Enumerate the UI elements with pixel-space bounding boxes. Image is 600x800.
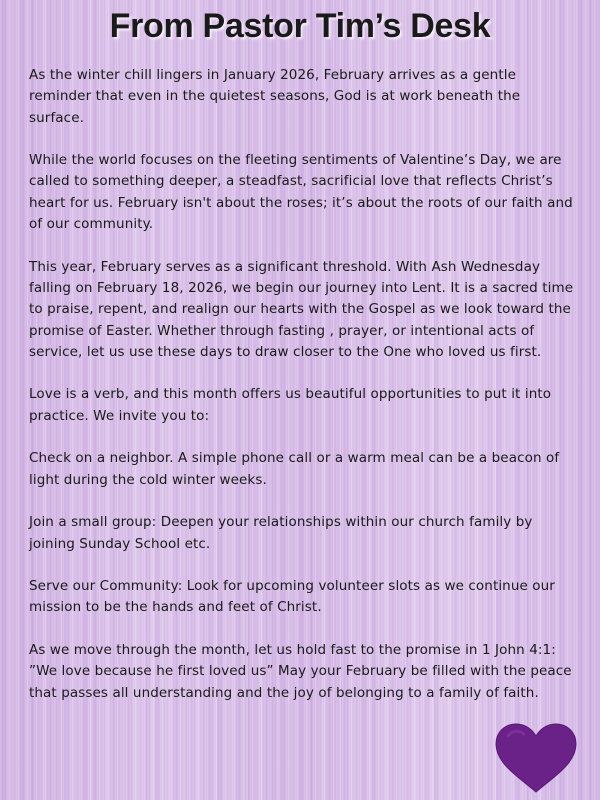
paragraph-small-group: Join a small group: Deepen your relationships within our church family by joining Sunday School etc. [29,514,533,552]
paragraph-neighbor: Check on a neighbor. A simple phone call or a warm meal can be a beacon of light during the cold winter weeks. [29,450,560,488]
paragraph-serve: Serve our Community: Look for upcoming volunteer slots as we continue our mission to be the hands and feet of Christ. [29,578,555,616]
paragraph-valentines: While the world focuses on the fleeting sentiments of Valentine’s Day, we are called to something deeper, a steadfast, sacrificial love that reflects Christ’s heart for us. February isn't about the roses; it’s about the roots of our faith and of our community. [29,152,573,233]
paragraph-invitation: Love is a verb, and this month offers us beautiful opportunities to put it into practice. We invite you to: [29,386,552,424]
letter-body [29,65,579,725]
paragraph-lent: This year, February serves as a significant threshold. With Ash Wednesday falling on February 18, 2026, we begin our journey into Lent. It is a sacred time to praise, repent, and realign our hearts with the Gospel as we look toward the promise of Easter. Whether through fasting , prayer, or intentional acts of service, let us use these days to draw closer to the One who loved us first. [29,258,574,360]
heart-icon [494,722,578,794]
paragraph-closing: As we move through the month, let us hold fast to the promise in 1 John 4:1: ”We love because he first loved us” May your February be filled with the peace that passes all understanding and the joy of belonging to a family of faith. [29,642,572,701]
page-title: From Pastor Tim’s Desk [109,7,491,45]
paragraph-intro: As the winter chill lingers in January 2026, February arrives as a gentle reminder that even in the quietest seasons, God is at work beneath the surface. [29,67,521,126]
